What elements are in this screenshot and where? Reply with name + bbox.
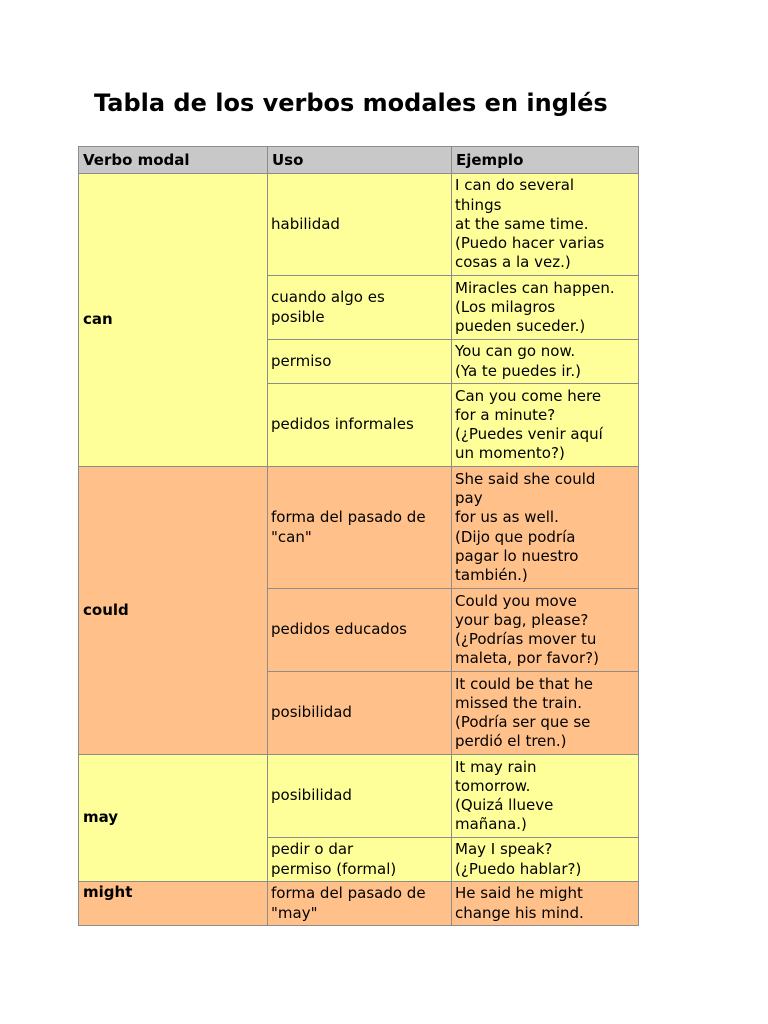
- header-use: Uso: [268, 147, 452, 174]
- use-cell: pedidos informales: [268, 384, 452, 467]
- verb-cell-may: may: [79, 755, 268, 882]
- table-row: [79, 467, 639, 589]
- use-cell: pedir o dar permiso (formal): [268, 838, 452, 882]
- example-cell: I can do several things at the same time. (Puedo hacer varias cosas a la vez.): [452, 174, 639, 276]
- use-cell: posibilidad: [268, 755, 452, 838]
- example-cell: She said she could pay for us as well. (Dijo que podría pagar lo nuestro también.): [452, 467, 639, 589]
- use-cell: cuando algo es posible: [268, 276, 452, 340]
- example-cell: Could you move your bag, please? (¿Podrías mover tu maleta, por favor?): [452, 589, 639, 672]
- header-verb: Verbo modal: [79, 147, 268, 174]
- page-title: Tabla de los verbos modales en inglés: [94, 89, 608, 117]
- example-cell: Miracles can happen. (Los milagros pueden suceder.): [452, 276, 639, 340]
- table-row: [79, 755, 639, 838]
- verb-cell-could: could: [79, 467, 268, 755]
- example-cell: Can you come here for a minute? (¿Puedes venir aquí un momento?): [452, 384, 639, 467]
- example-cell: You can go now. (Ya te puedes ir.): [452, 340, 639, 384]
- example-cell: It could be that he missed the train. (Podría ser que se perdió el tren.): [452, 672, 639, 755]
- table-header-row: [79, 147, 639, 174]
- use-cell: habilidad: [268, 174, 452, 276]
- verb-cell-can: can: [79, 174, 268, 467]
- header-example: Ejemplo: [452, 147, 639, 174]
- example-cell: It may rain tomorrow. (Quizá llueve mañana.): [452, 755, 639, 838]
- modal-verbs-table: [78, 146, 639, 926]
- example-cell: May I speak? (¿Puedo hablar?): [452, 838, 639, 882]
- table-row: [79, 882, 639, 926]
- use-cell: pedidos educados: [268, 589, 452, 672]
- use-cell: forma del pasado de "may": [268, 882, 452, 926]
- table-row: [79, 174, 639, 276]
- use-cell: posibilidad: [268, 672, 452, 755]
- use-cell: forma del pasado de "can": [268, 467, 452, 589]
- verb-cell-might: might: [79, 882, 268, 926]
- example-cell: He said he might change his mind.: [452, 882, 639, 926]
- use-cell: permiso: [268, 340, 452, 384]
